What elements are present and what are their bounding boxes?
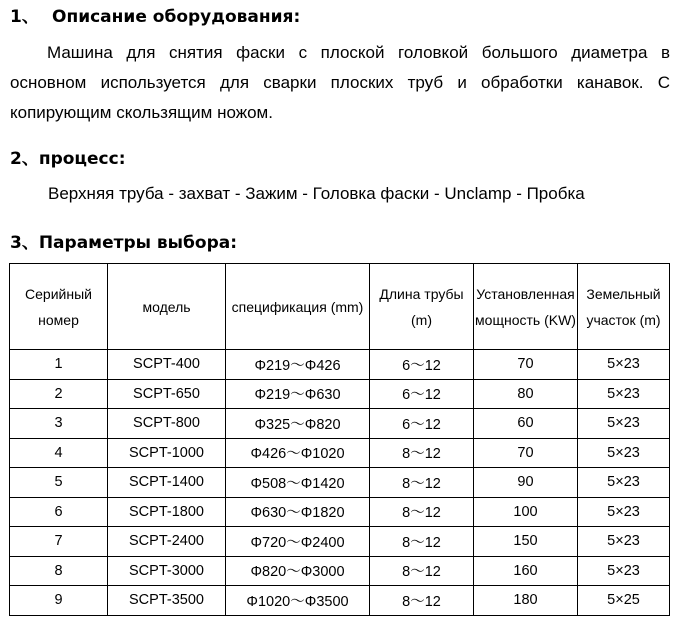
cell-pipe-length: 8～12 (370, 527, 474, 557)
process-description: Верхняя труба - захват - Зажим - Головка фаски - Unclamp - Пробка (48, 184, 585, 203)
cell-model: SCPT-1800 (108, 497, 226, 527)
cell-specification: Φ508～Φ1420 (226, 468, 370, 498)
parameters-table (9, 263, 670, 616)
cell-land-area: 5×25 (578, 586, 670, 616)
cell-serial-number: 6 (10, 497, 108, 527)
cell-installed-power: 70 (474, 438, 578, 468)
table-row (10, 497, 670, 527)
cell-serial-number: 8 (10, 556, 108, 586)
cell-specification: Φ219～Φ630 (226, 379, 370, 409)
cell-serial-number: 3 (10, 409, 108, 439)
cell-serial-number: 5 (10, 468, 108, 498)
cell-land-area: 5×23 (578, 497, 670, 527)
cell-installed-power: 180 (474, 586, 578, 616)
section-2-heading: 2、процесс: (10, 149, 126, 169)
cell-land-area: 5×23 (578, 468, 670, 498)
header-serial-number: Серийный номер (10, 264, 108, 350)
cell-model: SCPT-400 (108, 350, 226, 380)
header-specification: спецификация (mm) (226, 264, 370, 350)
cell-pipe-length: 6～12 (370, 409, 474, 439)
section-3-heading: 3、Параметры выбора: (10, 233, 238, 253)
table-row (10, 379, 670, 409)
cell-model: SCPT-800 (108, 409, 226, 439)
cell-specification: Φ426～Φ1020 (226, 438, 370, 468)
table-body (10, 350, 670, 616)
cell-serial-number: 7 (10, 527, 108, 557)
cell-land-area: 5×23 (578, 409, 670, 439)
section-1-title: Описание оборудования: (52, 7, 301, 27)
cell-specification: Φ820～Φ3000 (226, 556, 370, 586)
cell-land-area: 5×23 (578, 556, 670, 586)
cell-installed-power: 70 (474, 350, 578, 380)
cell-specification: Φ325～Φ820 (226, 409, 370, 439)
cell-specification: Φ219～Φ426 (226, 350, 370, 380)
cell-installed-power: 80 (474, 379, 578, 409)
table-row (10, 527, 670, 557)
cell-serial-number: 9 (10, 586, 108, 616)
header-model: модель (108, 264, 226, 350)
cell-specification: Φ1020～Φ3500 (226, 586, 370, 616)
table-row (10, 556, 670, 586)
cell-serial-number: 2 (10, 379, 108, 409)
cell-model: SCPT-3000 (108, 556, 226, 586)
cell-pipe-length: 8～12 (370, 556, 474, 586)
cell-installed-power: 90 (474, 468, 578, 498)
table-row (10, 438, 670, 468)
cell-pipe-length: 8～12 (370, 586, 474, 616)
cell-land-area: 5×23 (578, 350, 670, 380)
cell-land-area: 5×23 (578, 527, 670, 557)
cell-model: SCPT-650 (108, 379, 226, 409)
header-pipe-length: Длина трубы (m) (370, 264, 474, 350)
cell-model: SCPT-1400 (108, 468, 226, 498)
cell-model: SCPT-1000 (108, 438, 226, 468)
cell-specification: Φ720～Φ2400 (226, 527, 370, 557)
cell-model: SCPT-2400 (108, 527, 226, 557)
table-row (10, 586, 670, 616)
cell-pipe-length: 8～12 (370, 438, 474, 468)
section-1-number: 1、 (10, 7, 39, 27)
table-row (10, 468, 670, 498)
cell-pipe-length: 6～12 (370, 350, 474, 380)
cell-installed-power: 150 (474, 527, 578, 557)
equipment-description-text: Машина для снятия фаски с плоской головкой большого диаметра в основном используется для сварки плоских труб и обработки канавок. С копирующим скользящим ножом. (10, 43, 670, 122)
cell-installed-power: 100 (474, 497, 578, 527)
table-row (10, 409, 670, 439)
cell-land-area: 5×23 (578, 438, 670, 468)
section-1-heading (10, 2, 300, 27)
table-row (10, 350, 670, 380)
cell-specification: Φ630～Φ1820 (226, 497, 370, 527)
cell-pipe-length: 8～12 (370, 497, 474, 527)
cell-land-area: 5×23 (578, 379, 670, 409)
header-installed-power: Установленная мощность (KW) (474, 264, 578, 350)
cell-pipe-length: 6～12 (370, 379, 474, 409)
cell-installed-power: 60 (474, 409, 578, 439)
cell-installed-power: 160 (474, 556, 578, 586)
cell-serial-number: 4 (10, 438, 108, 468)
cell-pipe-length: 8～12 (370, 468, 474, 498)
header-land-area: Земельный участок (m) (578, 264, 670, 350)
table-header-row (10, 264, 670, 350)
equipment-description (10, 38, 670, 128)
cell-serial-number: 1 (10, 350, 108, 380)
cell-model: SCPT-3500 (108, 586, 226, 616)
